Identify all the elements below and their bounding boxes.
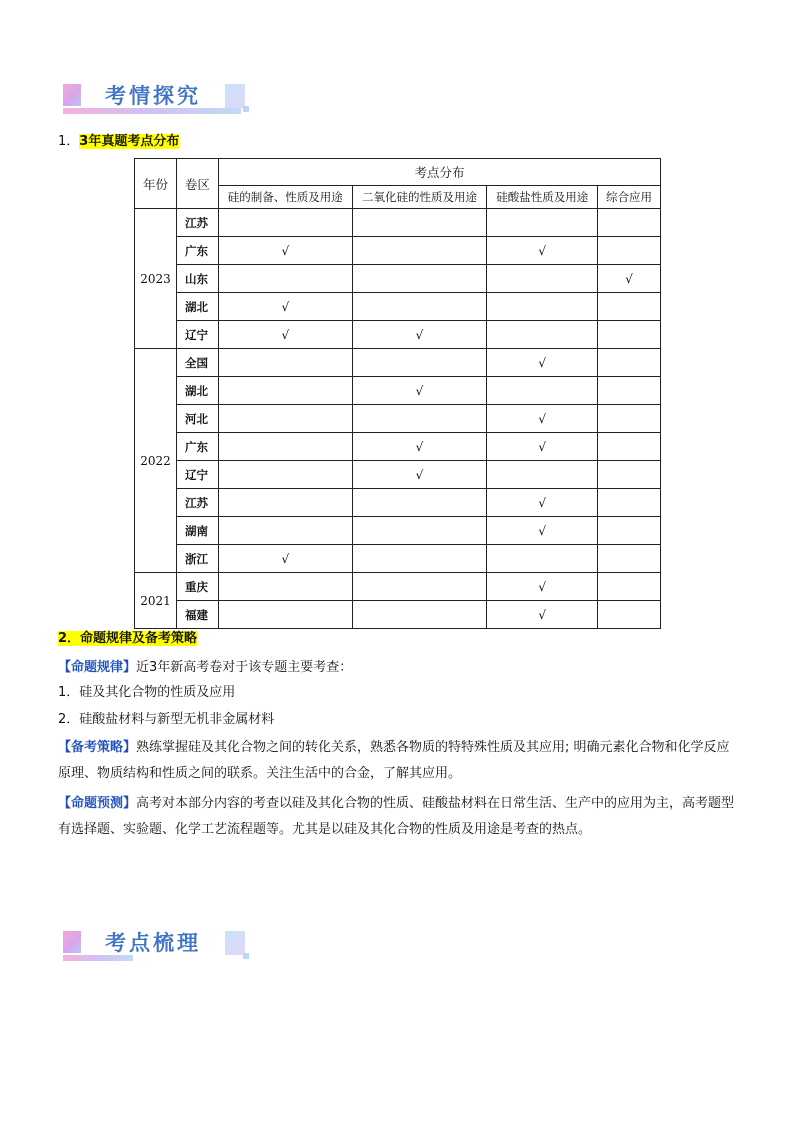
check-cell (598, 349, 661, 377)
check-cell (598, 517, 661, 545)
check-cell: √ (352, 321, 487, 349)
check-cell: √ (352, 461, 487, 489)
check-cell (487, 209, 598, 237)
check-cell: √ (218, 321, 352, 349)
region-cell: 广东 (176, 433, 218, 461)
strategy-label: 【备考策略】 (58, 740, 137, 755)
check-cell (352, 405, 487, 433)
check-cell: √ (352, 433, 487, 461)
check-cell (218, 489, 352, 517)
check-cell (218, 349, 352, 377)
check-cell: √ (218, 237, 352, 265)
section-number: 1． (58, 134, 80, 149)
table-header-row (135, 159, 661, 186)
check-cell: √ (487, 573, 598, 601)
rule-text: 近3年新高考卷对于该专题主要考查： (136, 660, 353, 675)
check-cell (218, 601, 352, 629)
check-cell (352, 237, 487, 265)
banner-underline (63, 955, 133, 961)
check-cell (218, 265, 352, 293)
check-cell (598, 461, 661, 489)
table-row (135, 349, 661, 377)
check-cell (598, 377, 661, 405)
section-title: 命题规律及备考策略 (80, 631, 198, 646)
table-row (135, 433, 661, 461)
section-banner-exam-analysis (63, 84, 245, 116)
table-row (135, 209, 661, 237)
year-cell: 2021 (135, 573, 177, 629)
check-cell (487, 293, 598, 321)
table-row (135, 377, 661, 405)
year-cell: 2022 (135, 349, 177, 573)
region-cell: 湖北 (176, 293, 218, 321)
header-year: 年份 (135, 159, 177, 209)
check-cell (598, 209, 661, 237)
section-banner-key-points (63, 931, 245, 963)
table-row (135, 265, 661, 293)
strategy-text: 熟练掌握硅及其化合物之间的转化关系，熟悉各物质的特特殊性质及其应用; 明确元素化合物和化学反应原理、物质结构和性质之间的联系。关注生活中的合金，了解其应用。 (58, 740, 730, 781)
table-row (135, 489, 661, 517)
list-item: 2．硅酸盐材料与新型无机非金属材料 (58, 712, 275, 727)
check-cell: √ (487, 517, 598, 545)
section-number: 2． (58, 631, 81, 646)
header-topic: 硅的制备、性质及用途 (218, 186, 352, 209)
check-cell: √ (598, 265, 661, 293)
banner-title: 考点梳理 (105, 931, 201, 955)
check-cell (598, 405, 661, 433)
check-cell (352, 517, 487, 545)
check-cell (218, 405, 352, 433)
table-row (135, 293, 661, 321)
check-cell: √ (487, 237, 598, 265)
banner-decoration-left (63, 84, 81, 106)
check-cell (352, 601, 487, 629)
check-cell (487, 377, 598, 405)
strategy-paragraph (58, 735, 742, 787)
check-cell: √ (487, 349, 598, 377)
region-cell: 辽宁 (176, 321, 218, 349)
table-row (135, 237, 661, 265)
region-cell: 福建 (176, 601, 218, 629)
check-cell (352, 489, 487, 517)
check-cell (598, 489, 661, 517)
region-cell: 全国 (176, 349, 218, 377)
section-title: 3年真题考点分布 (79, 134, 180, 149)
banner-decoration-right (225, 84, 245, 108)
list-item: 1．硅及其化合物的性质及应用 (58, 685, 236, 700)
region-cell: 湖北 (176, 377, 218, 405)
check-cell (487, 461, 598, 489)
table-row (135, 601, 661, 629)
check-cell (598, 293, 661, 321)
region-cell: 河北 (176, 405, 218, 433)
prediction-paragraph (58, 791, 742, 843)
table-row (135, 321, 661, 349)
table-row (135, 545, 661, 573)
region-cell: 广东 (176, 237, 218, 265)
table-row (135, 517, 661, 545)
check-cell (598, 601, 661, 629)
check-cell (598, 321, 661, 349)
banner-title: 考情探究 (105, 84, 201, 108)
exam-distribution-table (134, 158, 661, 629)
check-cell (598, 573, 661, 601)
region-cell: 辽宁 (176, 461, 218, 489)
table-row (135, 461, 661, 489)
check-cell: √ (487, 433, 598, 461)
check-cell (218, 517, 352, 545)
check-cell (598, 433, 661, 461)
check-cell (487, 545, 598, 573)
table-row (135, 573, 661, 601)
check-cell: √ (487, 405, 598, 433)
section-heading-strategy (58, 630, 197, 648)
header-topic: 硅酸盐性质及用途 (487, 186, 598, 209)
check-cell: √ (352, 377, 487, 405)
header-topic: 综合应用 (598, 186, 661, 209)
check-cell: √ (487, 601, 598, 629)
check-cell (352, 209, 487, 237)
region-cell: 江苏 (176, 489, 218, 517)
prediction-label: 【命题预测】 (58, 796, 137, 811)
banner-decoration-left (63, 931, 81, 953)
check-cell (352, 545, 487, 573)
prediction-text: 高考对本部分内容的考查以硅及其化合物的性质、硅酸盐材料在日常生活、生产中的应用为主，高考题型有选择题、实验题、化学工艺流程题等。尤其是以硅及其化合物的性质及用途是考查的热点。 (58, 796, 735, 837)
region-cell: 江苏 (176, 209, 218, 237)
check-cell (218, 209, 352, 237)
check-cell (598, 237, 661, 265)
check-cell (218, 573, 352, 601)
check-cell: √ (218, 293, 352, 321)
header-topic: 二氧化硅的性质及用途 (352, 186, 487, 209)
check-cell (352, 573, 487, 601)
header-region: 卷区 (176, 159, 218, 209)
region-cell: 浙江 (176, 545, 218, 573)
check-cell (218, 461, 352, 489)
banner-decoration-right (225, 931, 245, 955)
region-cell: 山东 (176, 265, 218, 293)
table-body (135, 209, 661, 629)
banner-underline (63, 108, 241, 114)
check-cell (218, 433, 352, 461)
table-row (135, 405, 661, 433)
year-cell: 2023 (135, 209, 177, 349)
check-cell (352, 293, 487, 321)
rule-paragraph (58, 655, 742, 681)
check-cell (487, 265, 598, 293)
section-heading-distribution (58, 133, 179, 151)
check-cell (218, 377, 352, 405)
rule-label: 【命题规律】 (58, 660, 137, 675)
header-topic-group: 考点分布 (218, 159, 660, 186)
region-cell: 湖南 (176, 517, 218, 545)
check-cell: √ (218, 545, 352, 573)
check-cell (352, 265, 487, 293)
check-cell (598, 545, 661, 573)
check-cell (487, 321, 598, 349)
region-cell: 重庆 (176, 573, 218, 601)
check-cell (352, 349, 487, 377)
check-cell: √ (487, 489, 598, 517)
